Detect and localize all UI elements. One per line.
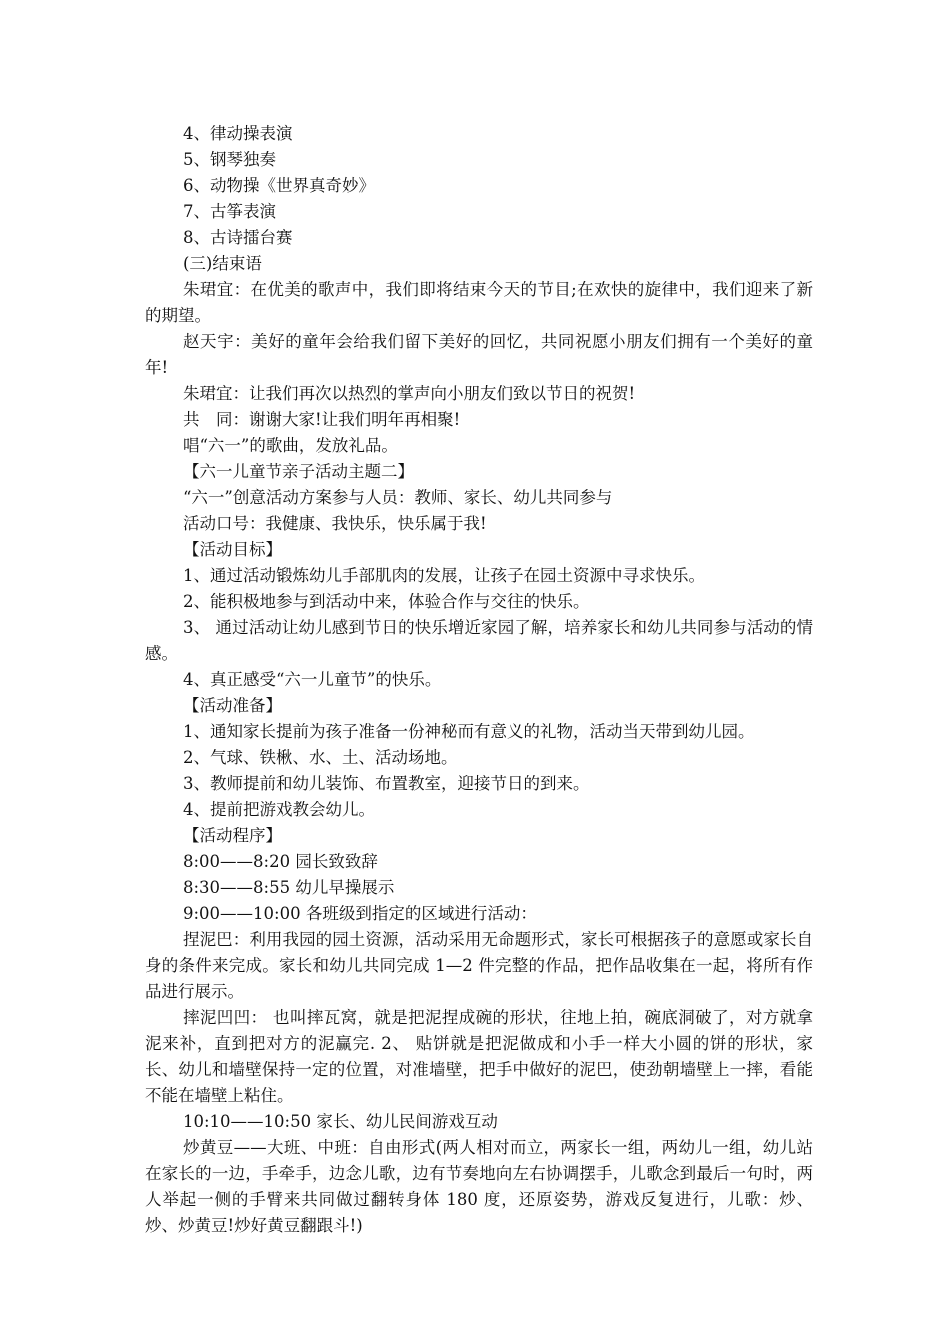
program-item-7: 7、古筝表演 [183, 202, 276, 221]
preparation-item: 2、气球、铁楸、水、土、活动场地。 [183, 748, 458, 767]
goal-item: 4、真正感受“六一儿童节”的快乐。 [183, 670, 442, 689]
paragraph-slogan: 活动口号：我健康、我快乐，快乐属于我! [183, 514, 487, 533]
schedule-item: 9:00——10:00 各班级到指定的区域进行活动： [183, 904, 537, 923]
schedule-item: 8:30——8:55 幼儿早操展示 [183, 878, 395, 897]
paragraph-dialogue: 朱珺宜：在优美的歌声中，我们即将结束今天的节目;在欢快的旋律中，我们迎来了新的期望。 [145, 280, 813, 325]
goal-item: 3、 通过活动让幼儿感到节日的快乐增近家园了解，培养家长和幼儿共同参与活动的情感。 [145, 618, 813, 663]
program-item-4: 4、律动操表演 [183, 124, 293, 143]
paragraph-dialogue: 赵天宇：美好的童年会给我们留下美好的回忆，共同祝愿小朋友们拥有一个美好的童年! [145, 332, 813, 377]
goal-item: 1、通过活动锻炼幼儿手部肌肉的发展，让孩子在园土资源中寻求快乐。 [183, 566, 705, 585]
program-item-5: 5、钢琴独奏 [183, 150, 276, 169]
program-item-6: 6、动物操《世界真奇妙》 [183, 176, 375, 195]
activity-description: 炒黄豆——大班、中班：自由形式(两人相对而立，两家长一组，两幼儿一组，幼儿站在家长的一边，手牵手，边念儿歌，边有节奏地向左右协调摆手，儿歌念到最后一句时，两人举起一侧的手臂来共同做过翻转身体 180 度，还原姿势，游戏反复进行，儿歌：炒、炒、炒黄豆!炒好黄豆翻跟斗!) [145, 1138, 813, 1235]
schedule-item: 10:10——10:50 家长、幼儿民间游戏互动 [183, 1112, 498, 1131]
section-heading-procedure: 【活动程序】 [183, 826, 282, 845]
paragraph-participants: “六一”创意活动方案参与人员：教师、家长、幼儿共同参与 [183, 488, 613, 507]
schedule-item: 8:00——8:20 园长致致辞 [183, 852, 378, 871]
section-heading-preparation: 【活动准备】 [183, 696, 282, 715]
preparation-item: 3、教师提前和幼儿装饰、布置教室，迎接节日的到来。 [183, 774, 590, 793]
activity-description: 摔泥凹凹： 也叫摔瓦窝，就是把泥捏成碗的形状，往地上拍，碗底洞破了，对方就拿泥来补，直到把对方的泥赢完. 2、 贴饼就是把泥做成和小手一样大小圆的饼的形状，家长、幼儿和墙壁保持一定的位置，对准墙壁，把手中做好的泥巴，使劲朝墙壁上一摔，看能不能在墙壁上粘住。 [145, 1008, 813, 1105]
paragraph: 唱“六一”的歌曲，发放礼品。 [183, 436, 398, 455]
preparation-item: 4、提前把游戏教会幼儿。 [183, 800, 375, 819]
activity-description: 捏泥巴：利用我园的园土资源，活动采用无命题形式，家长可根据孩子的意愿或家长自身的条件来完成。家长和幼儿共同完成 1—2 件完整的作品，把作品收集在一起，将所有作品进行展示。 [145, 930, 813, 1001]
preparation-item: 1、通知家长提前为孩子准备一份神秘而有意义的礼物，活动当天带到幼儿园。 [183, 722, 755, 741]
paragraph-dialogue: 朱珺宜：让我们再次以热烈的掌声向小朋友们致以节日的祝贺! [183, 384, 636, 403]
section-heading-theme-two: 【六一儿童节亲子活动主题二】 [183, 462, 414, 481]
goal-item: 2、能积极地参与到活动中来，体验合作与交往的快乐。 [183, 592, 590, 611]
section-heading-goals: 【活动目标】 [183, 540, 282, 559]
section-heading-closing: (三)结束语 [183, 254, 262, 273]
document-page [145, 121, 813, 1239]
program-item-8: 8、古诗擂台赛 [183, 228, 293, 247]
paragraph-dialogue: 共 同：谢谢大家!让我们明年再相聚! [183, 410, 461, 429]
